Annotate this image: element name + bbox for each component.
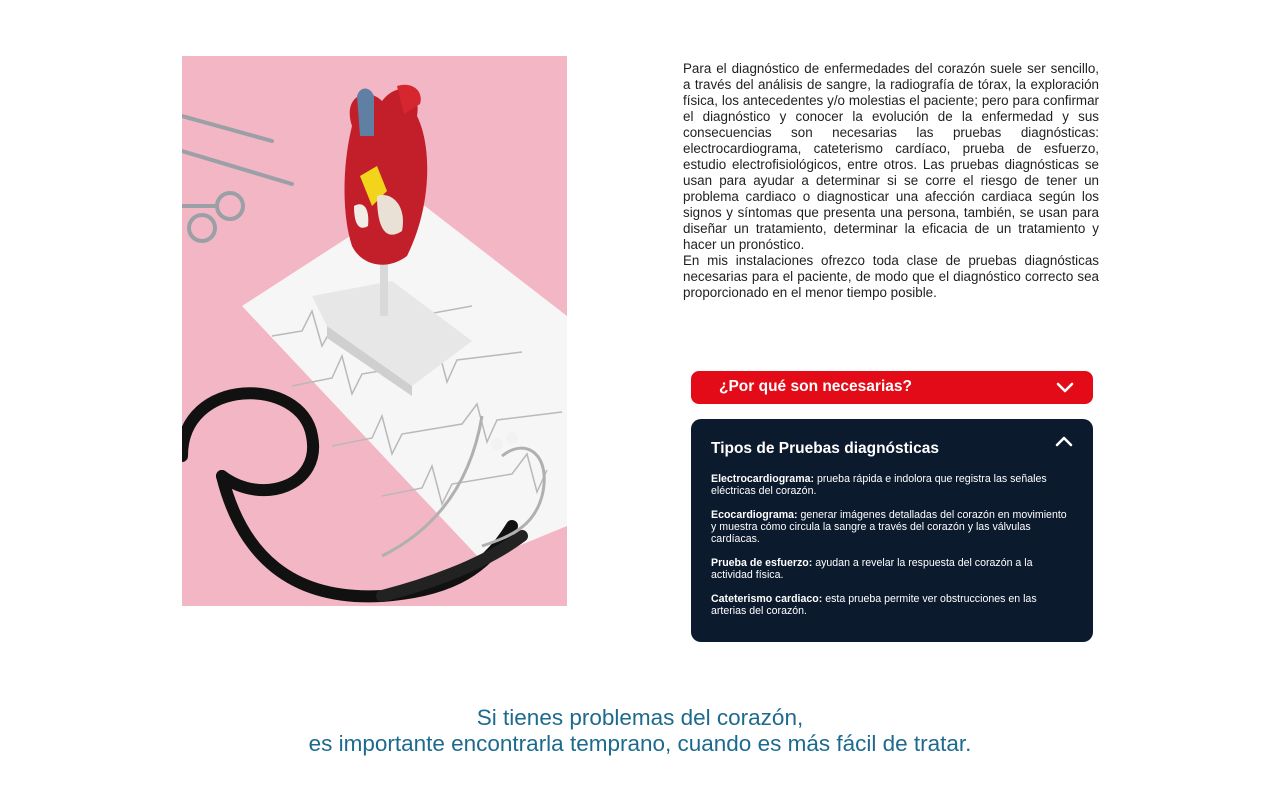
list-item: [711, 473, 1071, 497]
accordion-tipos-de-pruebas: [691, 419, 1093, 642]
intro-paragraph-1: Para el diagnóstico de enfermedades del corazón suele ser sencillo, a través del análisis de sangre, la radiografía de tórax, la exploración física, los antecedentes y/o molestias el paciente; pero para confirmar el diagnóstico y conocer la evolución de la enfermedad y sus consecuencias son necesarias las pruebas diagnósticas: electrocardiograma, cateterismo cardíaco, prueba de esfuerzo, estudio electrofisiológicos, entre otros. Las pruebas diagnósticas se usan para ayudar a determinar si se corre el riesgo de tener un problema cardiaco o diagnosticar una afección cardiaca según los signos y síntomas que presenta una persona, también, se usan para diseñar un tratamiento, determinar la eficacia de un tratamiento y hacer un pronóstico.: [683, 61, 1099, 252]
item-term: Prueba de esfuerzo:: [711, 557, 813, 569]
item-term: Cateterismo cardiaco:: [711, 593, 823, 605]
accordion-body: [711, 473, 1071, 629]
item-desc: ayudan a revelar la respuesta del corazón a la actividad física.: [711, 557, 1033, 581]
intro-text: [683, 61, 1099, 301]
accordion-header[interactable]: [691, 419, 1093, 471]
list-item: [711, 509, 1071, 545]
intro-paragraph-2: En mis instalaciones ofrezco toda clase de pruebas diagnósticas necesarias para el paciente, de modo que el diagnóstico correcto sea proporcionado en el menor tiempo posible.: [683, 253, 1099, 300]
item-desc: prueba rápida e indolora que registra las señales eléctricas del corazón.: [711, 473, 1047, 497]
tagline: [0, 705, 1280, 757]
chevron-up-icon[interactable]: [1054, 434, 1074, 448]
accordion-por-que-son-necesarias[interactable]: [691, 371, 1093, 404]
item-term: Ecocardiograma:: [711, 509, 798, 521]
heart-model-photo: [182, 56, 567, 606]
item-desc: generar imágenes detalladas del corazón en movimiento y muestra cómo circula la sangre a través del corazón y las válvulas cardíacas.: [711, 509, 1067, 545]
accordion-title: Tipos de Pruebas diagnósticas: [711, 440, 939, 457]
item-desc: esta prueba permite ver obstrucciones en las arterias del corazón.: [711, 593, 1037, 617]
accordion-title: ¿Por qué son necesarias?: [719, 378, 912, 395]
item-term: Electrocardiograma:: [711, 473, 815, 485]
chevron-down-icon[interactable]: [1055, 380, 1075, 394]
list-item: [711, 593, 1071, 617]
tagline-line-1: Si tienes problemas del corazón,: [476, 705, 804, 730]
list-item: [711, 557, 1071, 581]
tagline-line-2: es importante encontrarla temprano, cuando es más fácil de tratar.: [308, 731, 972, 756]
